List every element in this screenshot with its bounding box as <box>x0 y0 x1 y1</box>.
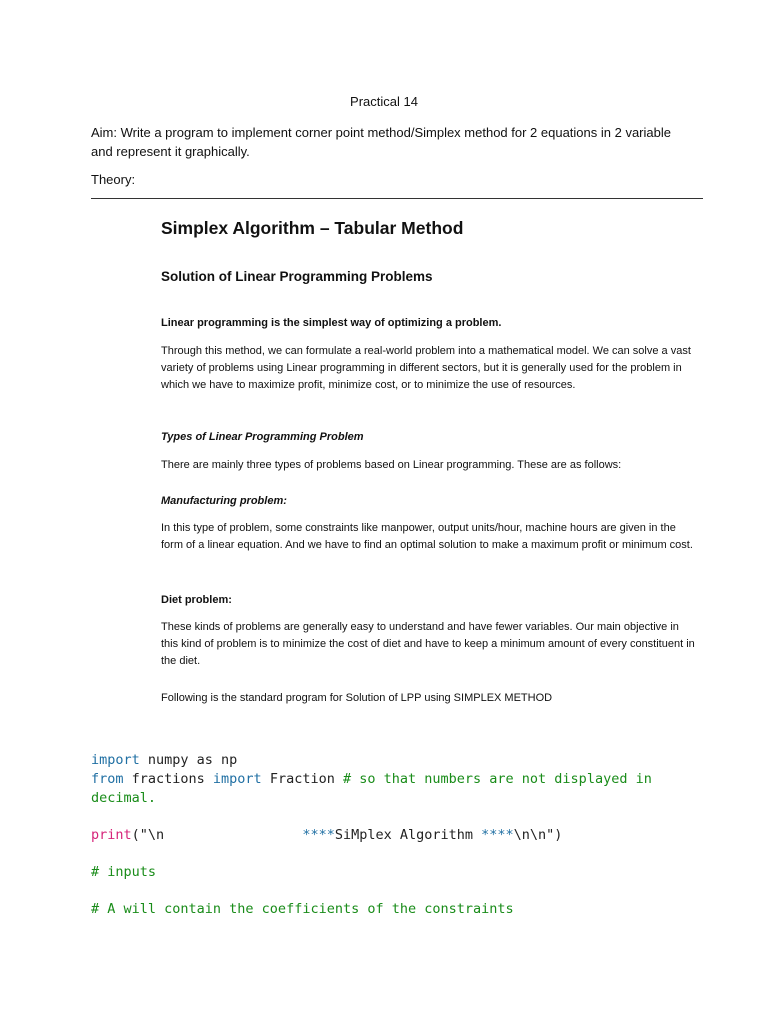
manufacturing-paragraph: In this type of problem, some constraints like manpower, output units/hour, machine hours are given in the form of a linear equation. And we have to find an optimal solution to make a maximum profit or minimum cost. <box>161 522 693 551</box>
keyword-from: from <box>91 771 124 787</box>
code-line-import-fraction <box>91 770 691 789</box>
theory-heading: Simplex Algorithm – Tabular Method <box>161 218 464 238</box>
code-text: Fraction <box>261 771 343 787</box>
intro-paragraph: Through this method, we can formulate a real-world problem into a mathematical model. We can solve a vast variety of problems using Linear programming in different sectors, but it is generally used for the problem in which we have to maximize profit, minimize cost, or to minimize the use of resources. <box>161 345 691 391</box>
code-text: numpy as np <box>139 752 238 768</box>
aim-paragraph: Aim: Write a program to implement corner point method/Simplex method for 2 equations in 2 variable and represent it graphically. <box>91 125 671 159</box>
intro-heading: Linear programming is the simplest way of optimizing a problem. <box>161 317 502 329</box>
types-heading: Types of Linear Programming Problem <box>161 431 364 443</box>
builtin-print: print <box>91 827 132 843</box>
closing-line: Following is the standard program for Solution of LPP using SIMPLEX METHOD <box>161 692 553 704</box>
types-paragraph: There are mainly three types of problems based on Linear programming. These are as follows: <box>161 459 622 471</box>
code-text: fractions <box>123 771 213 787</box>
keyword-import: import <box>91 752 140 768</box>
code-comment-constraints: # A will contain the coefficients of the constraints <box>91 901 514 917</box>
code-text: \n\n") <box>513 827 563 843</box>
code-stars: **** <box>481 827 514 843</box>
document-title: Practical 14 <box>350 94 418 109</box>
code-comment-continuation: decimal. <box>91 790 157 806</box>
manufacturing-heading: Manufacturing problem: <box>161 495 287 507</box>
code-text: ("\n <box>131 827 303 843</box>
code-line-print <box>91 826 691 845</box>
theory-label: Theory: <box>91 172 136 187</box>
code-stars: **** <box>302 827 335 843</box>
code-comment-inputs: # inputs <box>91 864 157 880</box>
keyword-import: import <box>212 771 262 787</box>
theory-subheading: Solution of Linear Programming Problems <box>161 269 433 284</box>
diet-heading: Diet problem: <box>161 594 232 606</box>
theory-screenshot <box>128 201 704 735</box>
code-text: SiMplex Algorithm <box>334 827 482 843</box>
diet-paragraph: These kinds of problems are generally easy to understand and have fewer variables. Our main objective in this kind of problem is to minimize the cost of diet and have to keep a minimum amount of every constituent in the diet. <box>161 621 695 667</box>
code-line-import-numpy <box>91 751 691 770</box>
code-comment: # so that numbers are not displayed in <box>342 771 652 787</box>
horizontal-divider <box>91 198 703 199</box>
